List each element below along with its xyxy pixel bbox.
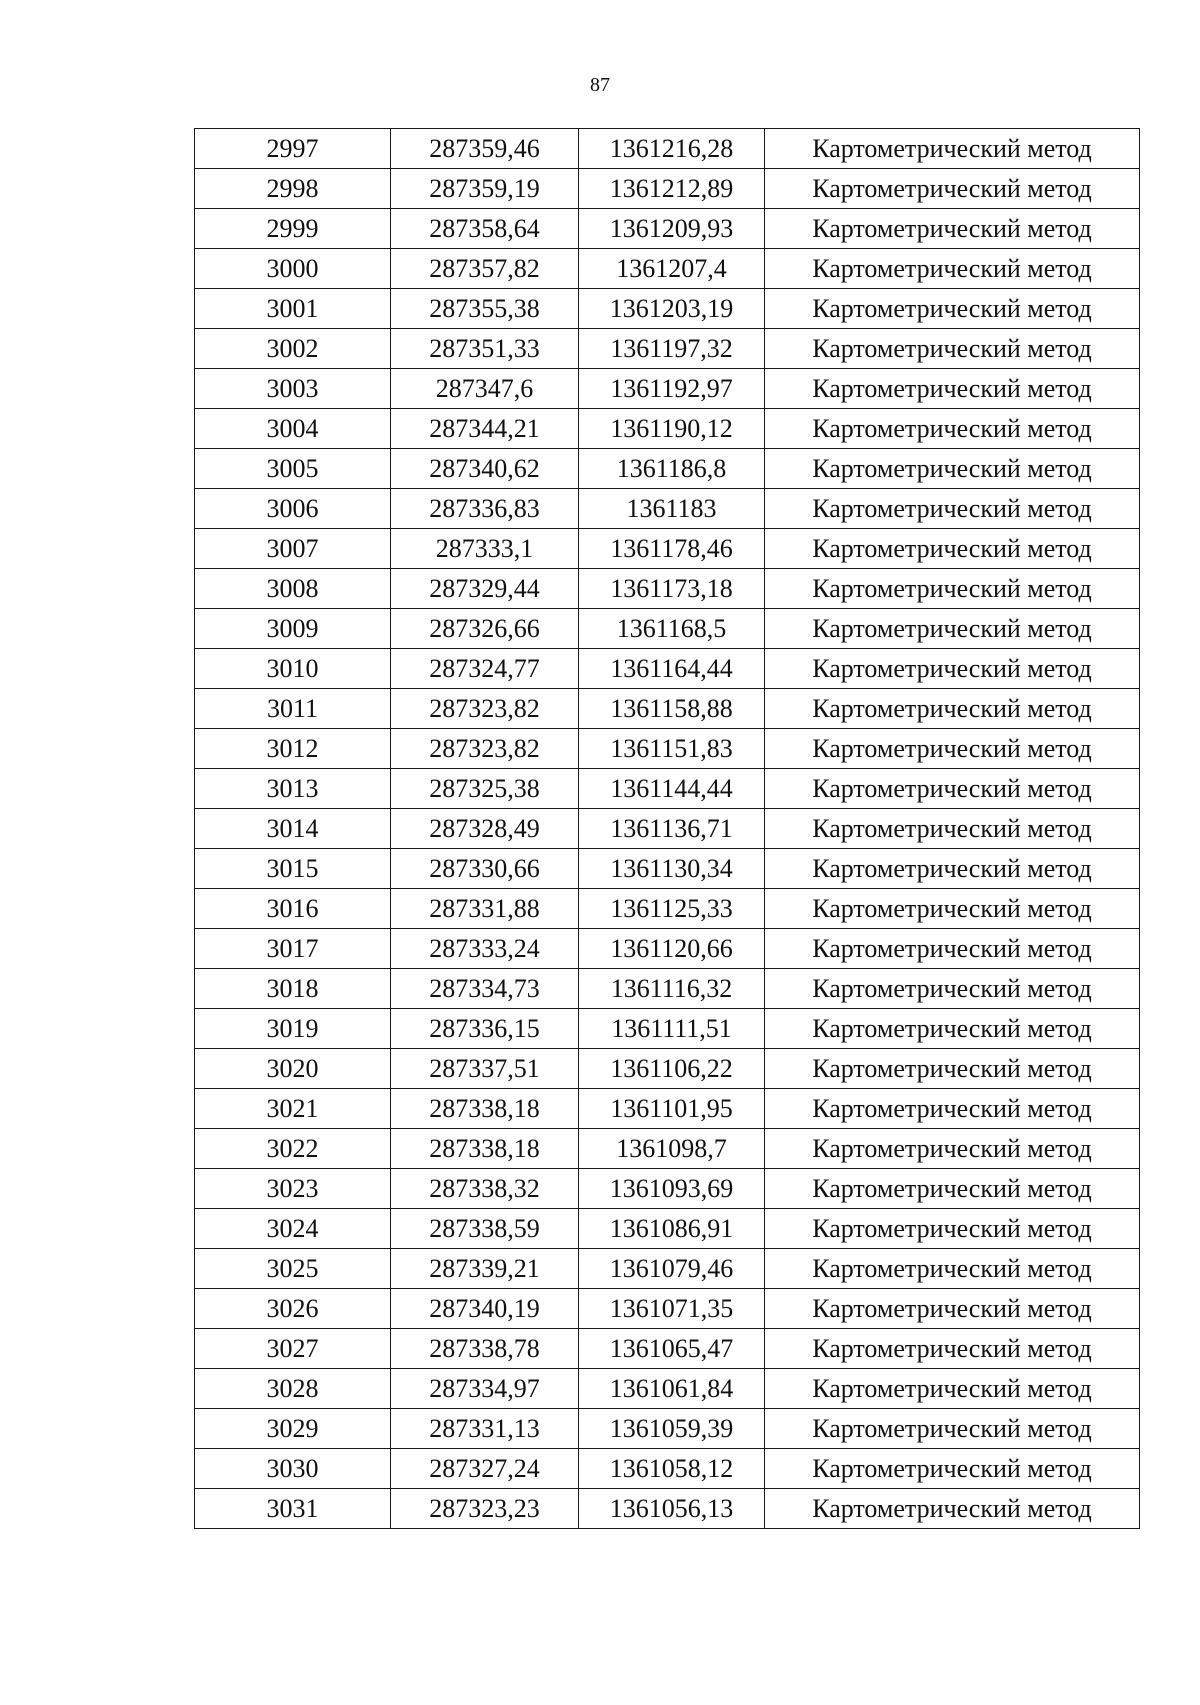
- method-cell: Картометрический метод: [765, 1289, 1140, 1329]
- point-number-cell: 3008: [195, 569, 391, 609]
- table-row: [195, 1089, 1140, 1129]
- table-row: [195, 609, 1140, 649]
- point-number-cell: 3026: [195, 1289, 391, 1329]
- x-coordinate-cell: 287323,82: [391, 729, 579, 769]
- x-coordinate-cell: 287334,73: [391, 969, 579, 1009]
- x-coordinate-cell: 287325,38: [391, 769, 579, 809]
- point-number-cell: 3005: [195, 449, 391, 489]
- method-cell: Картометрический метод: [765, 769, 1140, 809]
- y-coordinate-cell: 1361120,66: [579, 929, 765, 969]
- y-coordinate-cell: 1361178,46: [579, 529, 765, 569]
- y-coordinate-cell: 1361065,47: [579, 1329, 765, 1369]
- x-coordinate-cell: 287338,18: [391, 1129, 579, 1169]
- point-number-cell: 2997: [195, 129, 391, 169]
- point-number-cell: 3001: [195, 289, 391, 329]
- method-cell: Картометрический метод: [765, 1049, 1140, 1089]
- method-cell: Картометрический метод: [765, 489, 1140, 529]
- table-row: [195, 1329, 1140, 1369]
- method-cell: Картометрический метод: [765, 169, 1140, 209]
- x-coordinate-cell: 287340,62: [391, 449, 579, 489]
- method-cell: Картометрический метод: [765, 929, 1140, 969]
- point-number-cell: 3012: [195, 729, 391, 769]
- coordinates-table: [194, 128, 1140, 1529]
- table-row: [195, 729, 1140, 769]
- x-coordinate-cell: 287331,88: [391, 889, 579, 929]
- method-cell: Картометрический метод: [765, 1329, 1140, 1369]
- point-number-cell: 3002: [195, 329, 391, 369]
- method-cell: Картометрический метод: [765, 609, 1140, 649]
- table-row: [195, 489, 1140, 529]
- method-cell: Картометрический метод: [765, 969, 1140, 1009]
- y-coordinate-cell: 1361144,44: [579, 769, 765, 809]
- y-coordinate-cell: 1361207,4: [579, 249, 765, 289]
- table-row: [195, 1169, 1140, 1209]
- y-coordinate-cell: 1361136,71: [579, 809, 765, 849]
- method-cell: Картометрический метод: [765, 529, 1140, 569]
- table-row: [195, 689, 1140, 729]
- table-row: [195, 649, 1140, 689]
- method-cell: Картометрический метод: [765, 1169, 1140, 1209]
- y-coordinate-cell: 1361093,69: [579, 1169, 765, 1209]
- point-number-cell: 3011: [195, 689, 391, 729]
- table-row: [195, 1449, 1140, 1489]
- x-coordinate-cell: 287334,97: [391, 1369, 579, 1409]
- x-coordinate-cell: 287333,24: [391, 929, 579, 969]
- point-number-cell: 3013: [195, 769, 391, 809]
- y-coordinate-cell: 1361071,35: [579, 1289, 765, 1329]
- point-number-cell: 3014: [195, 809, 391, 849]
- x-coordinate-cell: 287359,19: [391, 169, 579, 209]
- method-cell: Картометрический метод: [765, 569, 1140, 609]
- table-row: [195, 1209, 1140, 1249]
- method-cell: Картометрический метод: [765, 1449, 1140, 1489]
- table-row: [195, 289, 1140, 329]
- point-number-cell: 2998: [195, 169, 391, 209]
- x-coordinate-cell: 287351,33: [391, 329, 579, 369]
- table-row: [195, 329, 1140, 369]
- x-coordinate-cell: 287337,51: [391, 1049, 579, 1089]
- table-row: [195, 1049, 1140, 1089]
- y-coordinate-cell: 1361098,7: [579, 1129, 765, 1169]
- table-row: [195, 769, 1140, 809]
- table-row: [195, 809, 1140, 849]
- y-coordinate-cell: 1361151,83: [579, 729, 765, 769]
- method-cell: Картометрический метод: [765, 1209, 1140, 1249]
- method-cell: Картометрический метод: [765, 369, 1140, 409]
- y-coordinate-cell: 1361058,12: [579, 1449, 765, 1489]
- y-coordinate-cell: 1361203,19: [579, 289, 765, 329]
- y-coordinate-cell: 1361209,93: [579, 209, 765, 249]
- table-row: [195, 849, 1140, 889]
- method-cell: Картометрический метод: [765, 209, 1140, 249]
- y-coordinate-cell: 1361061,84: [579, 1369, 765, 1409]
- x-coordinate-cell: 287338,78: [391, 1329, 579, 1369]
- method-cell: Картометрический метод: [765, 129, 1140, 169]
- x-coordinate-cell: 287323,23: [391, 1489, 579, 1529]
- point-number-cell: 3022: [195, 1129, 391, 1169]
- method-cell: Картометрический метод: [765, 809, 1140, 849]
- x-coordinate-cell: 287339,21: [391, 1249, 579, 1289]
- method-cell: Картометрический метод: [765, 649, 1140, 689]
- x-coordinate-cell: 287357,82: [391, 249, 579, 289]
- y-coordinate-cell: 1361212,89: [579, 169, 765, 209]
- point-number-cell: 3006: [195, 489, 391, 529]
- y-coordinate-cell: 1361158,88: [579, 689, 765, 729]
- x-coordinate-cell: 287336,83: [391, 489, 579, 529]
- y-coordinate-cell: 1361086,91: [579, 1209, 765, 1249]
- x-coordinate-cell: 287323,82: [391, 689, 579, 729]
- x-coordinate-cell: 287330,66: [391, 849, 579, 889]
- x-coordinate-cell: 287359,46: [391, 129, 579, 169]
- point-number-cell: 3028: [195, 1369, 391, 1409]
- point-number-cell: 2999: [195, 209, 391, 249]
- method-cell: Картометрический метод: [765, 1009, 1140, 1049]
- method-cell: Картометрический метод: [765, 689, 1140, 729]
- point-number-cell: 3021: [195, 1089, 391, 1129]
- y-coordinate-cell: 1361173,18: [579, 569, 765, 609]
- y-coordinate-cell: 1361183: [579, 489, 765, 529]
- table-row: [195, 1489, 1140, 1529]
- point-number-cell: 3004: [195, 409, 391, 449]
- y-coordinate-cell: 1361168,5: [579, 609, 765, 649]
- table-row: [195, 889, 1140, 929]
- table-row: [195, 409, 1140, 449]
- point-number-cell: 3017: [195, 929, 391, 969]
- method-cell: Картометрический метод: [765, 729, 1140, 769]
- point-number-cell: 3031: [195, 1489, 391, 1529]
- point-number-cell: 3000: [195, 249, 391, 289]
- x-coordinate-cell: 287338,32: [391, 1169, 579, 1209]
- y-coordinate-cell: 1361164,44: [579, 649, 765, 689]
- table-row: [195, 169, 1140, 209]
- x-coordinate-cell: 287331,13: [391, 1409, 579, 1449]
- x-coordinate-cell: 287329,44: [391, 569, 579, 609]
- method-cell: Картометрический метод: [765, 1409, 1140, 1449]
- y-coordinate-cell: 1361216,28: [579, 129, 765, 169]
- table-row: [195, 569, 1140, 609]
- point-number-cell: 3019: [195, 1009, 391, 1049]
- y-coordinate-cell: 1361197,32: [579, 329, 765, 369]
- method-cell: Картометрический метод: [765, 449, 1140, 489]
- table-row: [195, 129, 1140, 169]
- point-number-cell: 3020: [195, 1049, 391, 1089]
- x-coordinate-cell: 287355,38: [391, 289, 579, 329]
- x-coordinate-cell: 287327,24: [391, 1449, 579, 1489]
- x-coordinate-cell: 287340,19: [391, 1289, 579, 1329]
- y-coordinate-cell: 1361079,46: [579, 1249, 765, 1289]
- table-row: [195, 1409, 1140, 1449]
- point-number-cell: 3016: [195, 889, 391, 929]
- method-cell: Картометрический метод: [765, 849, 1140, 889]
- x-coordinate-cell: 287324,77: [391, 649, 579, 689]
- method-cell: Картометрический метод: [765, 249, 1140, 289]
- y-coordinate-cell: 1361125,33: [579, 889, 765, 929]
- method-cell: Картометрический метод: [765, 1249, 1140, 1289]
- table-row: [195, 529, 1140, 569]
- y-coordinate-cell: 1361059,39: [579, 1409, 765, 1449]
- y-coordinate-cell: 1361101,95: [579, 1089, 765, 1129]
- point-number-cell: 3009: [195, 609, 391, 649]
- x-coordinate-cell: 287338,59: [391, 1209, 579, 1249]
- x-coordinate-cell: 287344,21: [391, 409, 579, 449]
- x-coordinate-cell: 287328,49: [391, 809, 579, 849]
- point-number-cell: 3018: [195, 969, 391, 1009]
- x-coordinate-cell: 287326,66: [391, 609, 579, 649]
- table-row: [195, 369, 1140, 409]
- method-cell: Картометрический метод: [765, 1369, 1140, 1409]
- y-coordinate-cell: 1361116,32: [579, 969, 765, 1009]
- method-cell: Картометрический метод: [765, 1489, 1140, 1529]
- y-coordinate-cell: 1361186,8: [579, 449, 765, 489]
- method-cell: Картометрический метод: [765, 1129, 1140, 1169]
- page-number: 87: [590, 74, 610, 96]
- method-cell: Картометрический метод: [765, 889, 1140, 929]
- method-cell: Картометрический метод: [765, 289, 1140, 329]
- point-number-cell: 3030: [195, 1449, 391, 1489]
- point-number-cell: 3015: [195, 849, 391, 889]
- x-coordinate-cell: 287347,6: [391, 369, 579, 409]
- method-cell: Картометрический метод: [765, 409, 1140, 449]
- x-coordinate-cell: 287333,1: [391, 529, 579, 569]
- point-number-cell: 3027: [195, 1329, 391, 1369]
- table-row: [195, 1129, 1140, 1169]
- table-row: [195, 1009, 1140, 1049]
- point-number-cell: 3029: [195, 1409, 391, 1449]
- table-row: [195, 1289, 1140, 1329]
- x-coordinate-cell: 287338,18: [391, 1089, 579, 1129]
- point-number-cell: 3024: [195, 1209, 391, 1249]
- method-cell: Картометрический метод: [765, 1089, 1140, 1129]
- point-number-cell: 3007: [195, 529, 391, 569]
- y-coordinate-cell: 1361056,13: [579, 1489, 765, 1529]
- point-number-cell: 3003: [195, 369, 391, 409]
- coordinates-table-body: [195, 129, 1140, 1529]
- y-coordinate-cell: 1361111,51: [579, 1009, 765, 1049]
- y-coordinate-cell: 1361106,22: [579, 1049, 765, 1089]
- x-coordinate-cell: 287358,64: [391, 209, 579, 249]
- table-row: [195, 209, 1140, 249]
- point-number-cell: 3023: [195, 1169, 391, 1209]
- table-row: [195, 449, 1140, 489]
- table-row: [195, 1369, 1140, 1409]
- table-row: [195, 969, 1140, 1009]
- table-row: [195, 1249, 1140, 1289]
- y-coordinate-cell: 1361130,34: [579, 849, 765, 889]
- method-cell: Картометрический метод: [765, 329, 1140, 369]
- point-number-cell: 3025: [195, 1249, 391, 1289]
- table-row: [195, 929, 1140, 969]
- table-row: [195, 249, 1140, 289]
- y-coordinate-cell: 1361192,97: [579, 369, 765, 409]
- x-coordinate-cell: 287336,15: [391, 1009, 579, 1049]
- y-coordinate-cell: 1361190,12: [579, 409, 765, 449]
- point-number-cell: 3010: [195, 649, 391, 689]
